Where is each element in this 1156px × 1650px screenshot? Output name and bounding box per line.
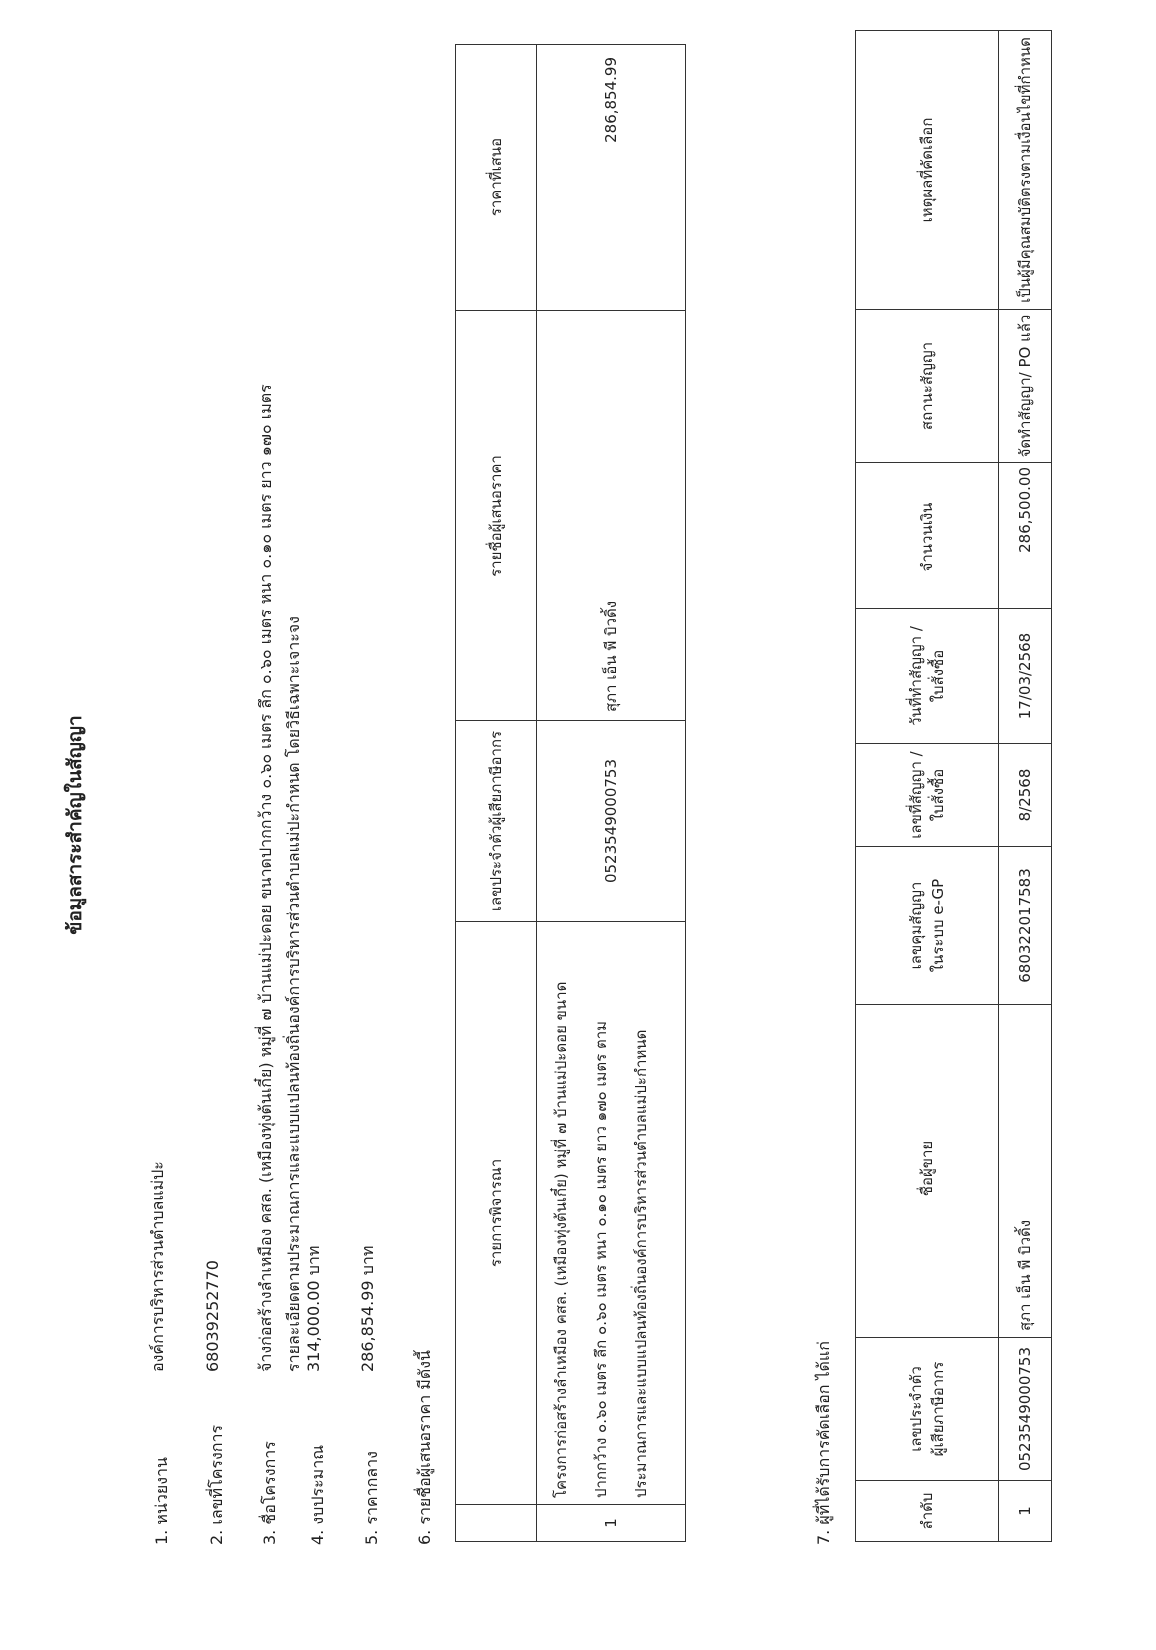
field-value: องค์การบริหารส่วนตำบลแม่ปะ bbox=[148, 1161, 167, 1372]
header-cell: เลขที่สัญญา / ใบสั่งซื้อ bbox=[856, 744, 999, 847]
field-label: 5. ราคากลาง bbox=[362, 1451, 381, 1545]
item-line: โครงการก่อสร้างลำเหมือง คสล. (เหมืองทุ่งต้นเกี๋ย) หมู่ที่ ๗ บ้านแม่ปะดอย ขนาด bbox=[552, 981, 570, 1498]
field-value-line-2: รายละเอียดตามประมาณการและแบบแปลนท้องถิ่นองค์การบริหารส่วนตำบลแม่ปะกำหนด โดยวิธีเฉพาะเจาะจง bbox=[284, 616, 303, 1372]
row-number: 1 bbox=[537, 1505, 686, 1542]
table-row bbox=[999, 31, 1052, 1542]
header-cell: รายชื่อผู้เสนอราคา bbox=[456, 311, 537, 721]
field-value: 286,854.99 บาท bbox=[358, 1245, 377, 1372]
item-line: ปากกว้าง ๐.๖๐ เมตร ลึก ๐.๖๐ เมตร หนา ๐.๑๐ เมตร ยาว ๑๗๐ เมตร ตาม bbox=[592, 1020, 610, 1498]
winners-header-row bbox=[856, 31, 999, 1542]
offers-header-row bbox=[456, 45, 537, 1542]
field-label: 2. เลขที่โครงการ bbox=[207, 1424, 226, 1545]
table-row bbox=[537, 45, 686, 1542]
winners-heading: 7. ผู้ที่ได้รับการคัดเลือก ได้แก่ bbox=[814, 1341, 833, 1545]
field-value-line-1: จ้างก่อสร้างลำเหมือง คสล. (เหมืองทุ่งต้นเกี๋ย) หมู่ที่ ๗ บ้านแม่ปะดอย ขนาดปากกว้าง ๐.๖๐ เมตร ลึก ๐.๖๐ เมตร หนา ๐.๑๐ เมตร ยาว ๑๗๐ เมตร bbox=[256, 384, 275, 1372]
contract-date: 17/03/2568 bbox=[999, 609, 1052, 744]
bidder-name: สุภา เอ็น พี บิวดิ้ง bbox=[537, 311, 686, 721]
field-label: 4. งบประมาณ bbox=[308, 1444, 327, 1545]
header-cell: จำนวนเงิน bbox=[856, 463, 999, 609]
header-cell: เลขประจำตัว ผู้เสียภาษีอากร bbox=[856, 1338, 999, 1481]
contract-number: 8/2568 bbox=[999, 744, 1052, 847]
offers-heading: 6. รายชื่อผู้เสนอราคา มีดังนี้ bbox=[415, 1350, 434, 1545]
header-cell: เลขประจำตัวผู้เสียภาษีอากร bbox=[456, 721, 537, 922]
item-description bbox=[537, 922, 686, 1505]
header-cell bbox=[456, 1505, 537, 1542]
contract-amount: 286,500.00 bbox=[999, 463, 1052, 609]
header-cell: ชื่อผู้ขาย bbox=[856, 1005, 999, 1338]
header-cell: ราคาที่เสนอ bbox=[456, 45, 537, 311]
winners-table bbox=[855, 30, 1052, 1542]
document-title: ข้อมูลสาระสำคัญในสัญญา bbox=[64, 715, 86, 935]
egp-control-number: 680322017583 bbox=[999, 847, 1052, 1005]
header-cell: รายการพิจารณา bbox=[456, 922, 537, 1505]
seller-name: สุภา เอ็น พี บิวดิ้ง bbox=[999, 1005, 1052, 1338]
selection-reason: เป็นผู้มีคุณสมบัติตรงตามเงื่อนไขที่กำหนด bbox=[999, 31, 1052, 310]
row-number: 1 bbox=[999, 1481, 1052, 1542]
header-cell: สถานะสัญญา bbox=[856, 310, 999, 463]
offer-price: 286,854.99 bbox=[537, 45, 686, 311]
offers-table bbox=[455, 44, 686, 1542]
contract-status: จัดทำสัญญา/ PO แล้ว bbox=[999, 310, 1052, 463]
tax-id: 0523549000753 bbox=[537, 721, 686, 922]
tax-id: 0523549000753 bbox=[999, 1338, 1052, 1481]
header-cell: ลำดับ bbox=[856, 1481, 999, 1542]
field-value: 68039252770 bbox=[203, 1260, 222, 1372]
field-label: 3. ชื่อโครงการ bbox=[260, 1441, 279, 1545]
field-label: 1. หน่วยงาน bbox=[152, 1457, 171, 1545]
header-cell: วันที่ทำสัญญา / ใบสั่งซื้อ bbox=[856, 609, 999, 744]
header-cell: เลขคุมสัญญา ในระบบ e-GP bbox=[856, 847, 999, 1005]
item-line: ประมาณการและแบบแปลนท้องถิ่นองค์การบริหารส่วนตำบลแม่ปะกำหนด bbox=[632, 1029, 650, 1498]
field-value: 314,000.00 บาท bbox=[304, 1245, 323, 1372]
header-cell: เหตุผลที่คัดเลือก bbox=[856, 31, 999, 310]
